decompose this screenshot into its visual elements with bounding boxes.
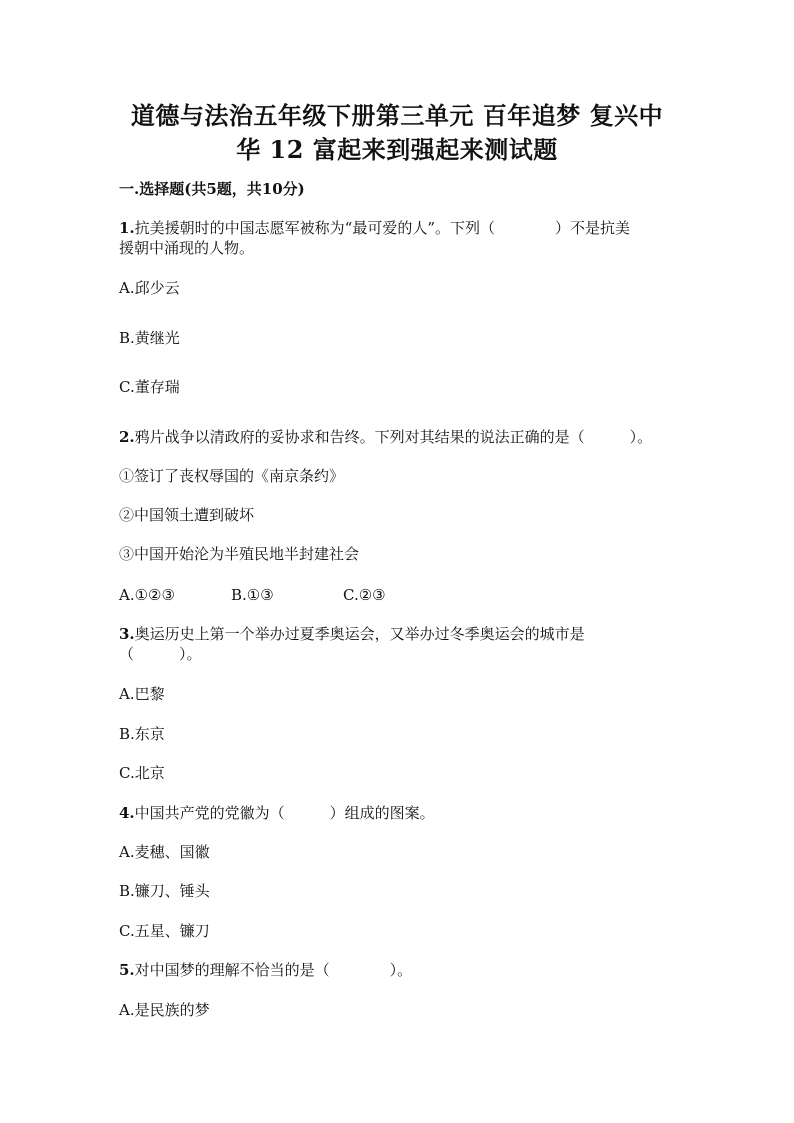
question-text: 鸦片战争以清政府的妥协求和告终。下列对其结果的说法正确的是（ ）。: [134, 428, 653, 446]
question-number: 4.: [119, 804, 135, 822]
document-title-line-2: 华 12 富起来到强起来测试题: [236, 135, 558, 164]
question-number: 3.: [119, 625, 135, 643]
question-text: 抗美援朝时的中国志愿军被称为“最可爱的人”。下列（ ）不是抗美: [134, 219, 631, 237]
question-number: 1.: [119, 219, 135, 237]
q3-option-a: A.巴黎: [119, 685, 165, 703]
question-text: 对中国梦的理解不恰当的是（ ）。: [134, 961, 413, 979]
q5-option-a: A.是民族的梦: [119, 1001, 210, 1019]
q4-option-a: A.麦穗、国徽: [119, 843, 210, 861]
q2-option-a: A.①②③: [119, 586, 175, 604]
question-text: 奥运历史上第一个举办过夏季奥运会，又举办过冬季奥运会的城市是: [134, 625, 585, 643]
question-1-continued: 援朝中涌现的人物。: [119, 239, 255, 257]
question-number: 2.: [119, 428, 135, 446]
question-3-continued: （ ）。: [119, 645, 202, 663]
q1-option-a: A.邱少云: [119, 279, 180, 297]
q3-option-c: C.北京: [119, 764, 165, 782]
q2-option-b: B.①③: [231, 586, 274, 604]
q2-options-row: [119, 585, 386, 605]
q4-option-b: B.镰刀、锤头: [119, 882, 210, 900]
document-title-line-1: 道德与法治五年级下册第三单元 百年追梦 复兴中: [130, 101, 664, 130]
question-text: 中国共产党的党徽为（ ）组成的图案。: [134, 804, 435, 822]
section-heading: 一.选择题(共5题，共10分): [119, 180, 305, 198]
question-2: [119, 427, 652, 447]
question-1: [119, 218, 630, 238]
q1-option-b: B.黄继光: [119, 329, 180, 347]
q2-statement-1: ①签订了丧权辱国的《南京条约》: [119, 467, 345, 485]
question-3: [119, 624, 585, 644]
q2-statement-2: ②中国领土遭到破坏: [119, 506, 255, 524]
q2-statement-3: ③中国开始沦为半殖民地半封建社会: [119, 545, 360, 563]
q3-option-b: B.东京: [119, 725, 165, 743]
question-number: 5.: [119, 961, 135, 979]
q1-option-c: C.董存瑞: [119, 378, 180, 396]
q4-option-c: C.五星、镰刀: [119, 922, 210, 940]
q2-option-c: C.②③: [343, 586, 386, 604]
question-4: [119, 803, 435, 823]
question-5: [119, 960, 412, 980]
